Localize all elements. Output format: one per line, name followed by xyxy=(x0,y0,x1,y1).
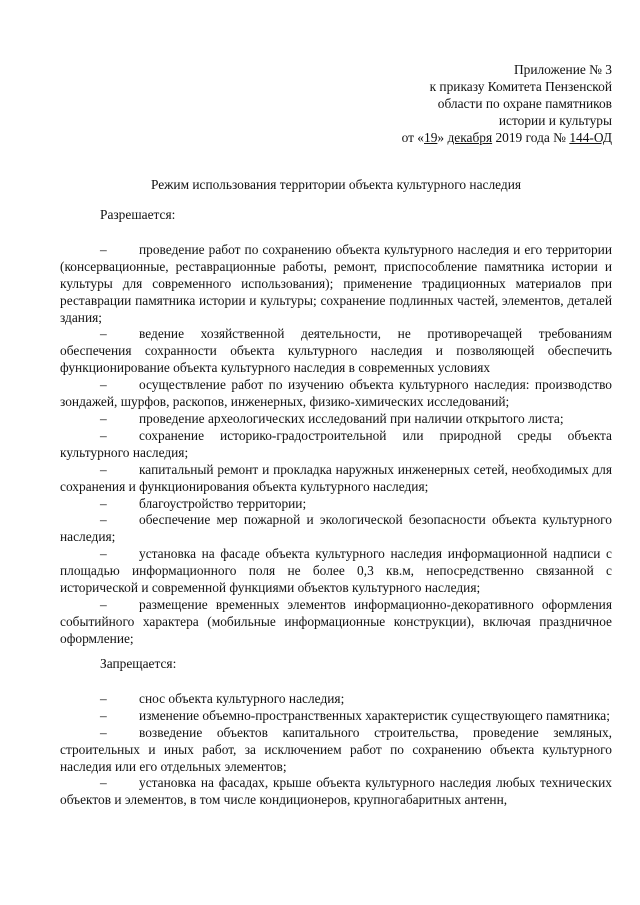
list-item-text: размещение временных элементов информационно-декоративного оформления событийного характера (мобильные информационные конструкции), включая праздничное оформление; xyxy=(60,596,612,646)
list-item xyxy=(60,725,612,776)
list-item xyxy=(60,462,612,496)
list-item-text: установка на фасадах, крыше объекта культурного наследия любых технических объектов и элементов, в том числе кондиционеров, крупногабаритных антенн, xyxy=(60,775,612,808)
forbidden-section xyxy=(60,656,612,809)
dash-marker: – xyxy=(100,546,107,562)
date-year: 2019 года № xyxy=(492,130,570,145)
list-item-text: проведение археологических исследований при наличии открытого листа; xyxy=(139,410,564,426)
list-item-text: снос объекта культурного наследия; xyxy=(139,690,345,706)
date-month: декабря xyxy=(447,130,493,145)
list-item xyxy=(60,546,612,597)
dash-marker: – xyxy=(100,596,107,612)
dash-marker: – xyxy=(100,461,107,477)
document-title: Режим использования территории объекта культурного наследия xyxy=(150,177,522,192)
list-item xyxy=(60,512,612,546)
list-item xyxy=(60,691,612,708)
dash-marker: – xyxy=(100,707,107,723)
allowed-heading: Разрешается: xyxy=(100,207,176,222)
allowed-section xyxy=(60,207,612,648)
dash-marker: – xyxy=(100,690,107,706)
appendix-number: Приложение № 3 xyxy=(513,62,612,77)
forbidden-list xyxy=(60,691,612,809)
list-item xyxy=(60,326,612,377)
dash-marker: – xyxy=(100,326,107,342)
list-item-text: осуществление работ по изучению объекта культурного наследия: производство зондажей, шурфов, раскопов, инженерных, физико-химических исследований; xyxy=(60,377,612,410)
list-item xyxy=(60,377,612,411)
list-item-text: сохранение историко-градостроительной или природной среды объекта культурного наследия; xyxy=(60,427,612,460)
list-item xyxy=(60,597,612,648)
list-item-text: благоустройство территории; xyxy=(139,495,307,511)
list-item-text: капитальный ремонт и прокладка наружных инженерных сетей, необходимых для сохранения и функционирования объекта культурного наследия; xyxy=(60,461,612,494)
list-item xyxy=(60,496,612,513)
dash-marker: – xyxy=(100,724,107,740)
list-item-text: возведение объектов капитального строительства, проведение земляных, строительных и иных работ, за исключением работ по сохранению объекта культурного наследия или его отдельных элементов; xyxy=(60,724,612,774)
dash-marker: – xyxy=(100,427,107,443)
list-item-text: ведение хозяйственной деятельности, не противоречащей требованиям обеспечения сохранности объекта культурного наследия и позволяющей обеспечить функционирование объекта культурного наследия в современных условиях xyxy=(60,326,612,376)
dash-marker: – xyxy=(100,512,107,528)
order-number: 144-ОД xyxy=(569,130,612,145)
appendix-committee-cont: истории и культуры xyxy=(498,113,612,128)
appendix-date-line xyxy=(360,129,612,146)
list-item-text: обеспечение мер пожарной и экологической безопасности объекта культурного наследия; xyxy=(60,512,612,545)
appendix-order-ref: к приказу Комитета Пензенской xyxy=(429,79,612,94)
dash-marker: – xyxy=(100,241,107,257)
list-item xyxy=(60,428,612,462)
date-prefix: от « xyxy=(401,130,425,145)
list-item xyxy=(60,775,612,809)
appendix-header xyxy=(360,61,612,146)
dash-marker: – xyxy=(100,377,107,393)
date-mid: » xyxy=(437,130,448,145)
list-item-text: установка на фасаде объекта культурного наследия информационной надписи с площадью информационного поля не более 0,3 кв.м, непосредственно связанной с исторической и современной функциями объектов культурного наследия; xyxy=(60,546,612,596)
allowed-list xyxy=(60,242,612,648)
list-item xyxy=(60,242,612,327)
dash-marker: – xyxy=(100,775,107,791)
forbidden-heading: Запрещается: xyxy=(100,656,177,671)
date-day: 19 xyxy=(424,130,438,145)
dash-marker: – xyxy=(100,495,107,511)
appendix-committee: области по охране памятников xyxy=(437,96,612,111)
list-item xyxy=(60,708,612,725)
dash-marker: – xyxy=(100,410,107,426)
list-item-text: изменение объемно-пространственных характеристик существующего памятника; xyxy=(139,707,610,723)
list-item xyxy=(60,411,612,428)
list-item-text: проведение работ по сохранению объекта культурного наследия и его территории (консервационные, реставрационные работы, ремонт, приспособление памятника истории и культуры для современного использования); применение традиционных материалов при реставрации памятника истории и культуры; сохранение подлинных частей, элементов, деталей здания; xyxy=(60,241,612,325)
